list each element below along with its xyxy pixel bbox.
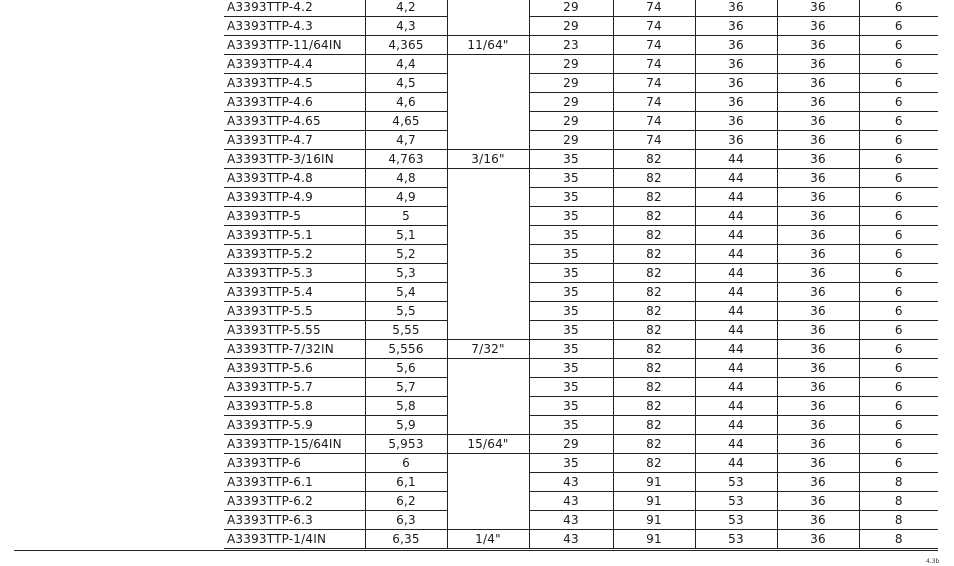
cell-diameter-inch	[447, 131, 529, 150]
cell-article-code: A3393TTP-5	[224, 207, 365, 226]
cell-diameter-inch	[447, 17, 529, 36]
table-row	[224, 302, 938, 321]
cell-diameter-inch	[447, 93, 529, 112]
cell-flute-length: 35	[529, 340, 613, 359]
cell-flute-length: 29	[529, 17, 613, 36]
cell-flute-length: 35	[529, 169, 613, 188]
cell-diameter-inch	[447, 416, 529, 435]
cell-article-code: A3393TTP-4.3	[224, 17, 365, 36]
cell-total-length: 82	[613, 378, 695, 397]
cell-diameter-inch	[447, 169, 529, 188]
table-row	[224, 454, 938, 473]
cell-article-code: A3393TTP-6.1	[224, 473, 365, 492]
cell-shank-diameter: 36	[777, 93, 859, 112]
cell-diameter-inch: 1/4"	[447, 530, 529, 549]
cell-col-8-value: 6	[859, 264, 938, 283]
cell-diameter-mm: 5,4	[365, 283, 447, 302]
table-row	[224, 188, 938, 207]
cell-col-6-value: 44	[695, 169, 777, 188]
table-row	[224, 492, 938, 511]
table-row	[224, 131, 938, 150]
cell-diameter-inch	[447, 112, 529, 131]
cell-diameter-mm: 4,5	[365, 74, 447, 93]
cell-flute-length: 35	[529, 226, 613, 245]
cell-diameter-inch: 11/64"	[447, 36, 529, 55]
cell-total-length: 74	[613, 93, 695, 112]
cell-col-8-value: 8	[859, 530, 938, 549]
table-row	[224, 283, 938, 302]
cell-diameter-mm: 5,556	[365, 340, 447, 359]
cell-diameter-inch: 3/16"	[447, 150, 529, 169]
cell-diameter-inch: 15/64"	[447, 435, 529, 454]
cell-diameter-inch	[447, 226, 529, 245]
table-row	[224, 245, 938, 264]
cell-col-8-value: 6	[859, 93, 938, 112]
cell-total-length: 74	[613, 17, 695, 36]
cell-diameter-inch	[447, 188, 529, 207]
cell-total-length: 74	[613, 112, 695, 131]
cell-col-8-value: 6	[859, 131, 938, 150]
cell-shank-diameter: 36	[777, 321, 859, 340]
cell-col-6-value: 36	[695, 74, 777, 93]
cell-diameter-mm: 5,5	[365, 302, 447, 321]
cell-article-code: A3393TTP-4.4	[224, 55, 365, 74]
table-row	[224, 359, 938, 378]
cell-col-6-value: 44	[695, 245, 777, 264]
cell-col-8-value: 6	[859, 340, 938, 359]
cell-col-6-value: 44	[695, 207, 777, 226]
cell-diameter-mm: 4,365	[365, 36, 447, 55]
cell-article-code: A3393TTP-5.55	[224, 321, 365, 340]
cell-total-length: 82	[613, 435, 695, 454]
cell-col-8-value: 8	[859, 492, 938, 511]
cell-shank-diameter: 36	[777, 112, 859, 131]
table-row	[224, 17, 938, 36]
cell-diameter-inch	[447, 245, 529, 264]
spec-table-body	[224, 0, 938, 549]
cell-col-8-value: 6	[859, 245, 938, 264]
cell-diameter-mm: 4,3	[365, 17, 447, 36]
cell-shank-diameter: 36	[777, 131, 859, 150]
table-row	[224, 150, 938, 169]
table-row	[224, 473, 938, 492]
cell-total-length: 91	[613, 511, 695, 530]
cell-flute-length: 35	[529, 378, 613, 397]
cell-article-code: A3393TTP-5.2	[224, 245, 365, 264]
cell-diameter-inch	[447, 207, 529, 226]
cell-flute-length: 43	[529, 511, 613, 530]
cell-shank-diameter: 36	[777, 36, 859, 55]
cell-col-6-value: 44	[695, 378, 777, 397]
cell-diameter-inch	[447, 511, 529, 530]
cell-diameter-mm: 5,55	[365, 321, 447, 340]
cell-flute-length: 35	[529, 397, 613, 416]
table-row	[224, 226, 938, 245]
cell-col-6-value: 36	[695, 36, 777, 55]
cell-diameter-inch	[447, 74, 529, 93]
cell-col-8-value: 6	[859, 359, 938, 378]
cell-article-code: A3393TTP-11/64IN	[224, 36, 365, 55]
cell-col-6-value: 36	[695, 0, 777, 17]
table-row	[224, 340, 938, 359]
cell-diameter-inch	[447, 473, 529, 492]
cell-article-code: A3393TTP-3/16IN	[224, 150, 365, 169]
cell-diameter-mm: 6,35	[365, 530, 447, 549]
table-baseline-divider	[14, 550, 938, 551]
cell-diameter-mm: 5,3	[365, 264, 447, 283]
table-row	[224, 264, 938, 283]
cell-shank-diameter: 36	[777, 264, 859, 283]
cell-article-code: A3393TTP-7/32IN	[224, 340, 365, 359]
cell-total-length: 74	[613, 0, 695, 17]
cell-total-length: 82	[613, 359, 695, 378]
cell-diameter-inch	[447, 283, 529, 302]
cell-article-code: A3393TTP-6	[224, 454, 365, 473]
cell-article-code: A3393TTP-15/64IN	[224, 435, 365, 454]
cell-flute-length: 35	[529, 416, 613, 435]
cell-col-8-value: 6	[859, 0, 938, 17]
cell-diameter-mm: 4,4	[365, 55, 447, 74]
cell-col-8-value: 6	[859, 416, 938, 435]
cell-article-code: A3393TTP-4.9	[224, 188, 365, 207]
cell-shank-diameter: 36	[777, 416, 859, 435]
cell-flute-length: 35	[529, 321, 613, 340]
cell-col-8-value: 6	[859, 112, 938, 131]
cell-total-length: 82	[613, 226, 695, 245]
table-row	[224, 397, 938, 416]
table-row	[224, 321, 938, 340]
table-row	[224, 169, 938, 188]
cell-shank-diameter: 36	[777, 0, 859, 17]
cell-diameter-mm: 6,2	[365, 492, 447, 511]
cell-shank-diameter: 36	[777, 302, 859, 321]
table-row	[224, 112, 938, 131]
cell-shank-diameter: 36	[777, 207, 859, 226]
cell-diameter-mm: 5,9	[365, 416, 447, 435]
cell-diameter-inch	[447, 321, 529, 340]
cell-shank-diameter: 36	[777, 188, 859, 207]
page-corner-mark: 4.3b	[926, 558, 940, 565]
cell-shank-diameter: 36	[777, 226, 859, 245]
cell-diameter-inch	[447, 378, 529, 397]
cell-article-code: A3393TTP-4.7	[224, 131, 365, 150]
cell-col-6-value: 44	[695, 435, 777, 454]
table-row	[224, 0, 938, 17]
cell-diameter-mm: 5,2	[365, 245, 447, 264]
cell-col-6-value: 53	[695, 511, 777, 530]
cell-diameter-mm: 6,3	[365, 511, 447, 530]
cell-diameter-mm: 5,6	[365, 359, 447, 378]
cell-col-8-value: 6	[859, 378, 938, 397]
cell-article-code: A3393TTP-6.2	[224, 492, 365, 511]
cell-col-6-value: 44	[695, 454, 777, 473]
cell-col-8-value: 6	[859, 17, 938, 36]
cell-diameter-mm: 5	[365, 207, 447, 226]
cell-flute-length: 29	[529, 0, 613, 17]
cell-diameter-inch	[447, 264, 529, 283]
cell-col-6-value: 44	[695, 321, 777, 340]
cell-diameter-mm: 6	[365, 454, 447, 473]
cell-total-length: 82	[613, 188, 695, 207]
cell-diameter-mm: 4,763	[365, 150, 447, 169]
cell-flute-length: 43	[529, 492, 613, 511]
cell-col-8-value: 6	[859, 74, 938, 93]
cell-flute-length: 29	[529, 93, 613, 112]
table-row	[224, 55, 938, 74]
cell-shank-diameter: 36	[777, 283, 859, 302]
cell-total-length: 74	[613, 131, 695, 150]
cell-total-length: 82	[613, 321, 695, 340]
cell-total-length: 82	[613, 283, 695, 302]
cell-flute-length: 29	[529, 131, 613, 150]
cell-flute-length: 35	[529, 283, 613, 302]
cell-total-length: 74	[613, 55, 695, 74]
cell-col-8-value: 6	[859, 435, 938, 454]
cell-shank-diameter: 36	[777, 473, 859, 492]
table-row	[224, 74, 938, 93]
cell-flute-length: 35	[529, 264, 613, 283]
cell-flute-length: 29	[529, 74, 613, 93]
cell-article-code: A3393TTP-5.7	[224, 378, 365, 397]
cell-article-code: A3393TTP-5.4	[224, 283, 365, 302]
cell-total-length: 82	[613, 340, 695, 359]
cell-col-8-value: 6	[859, 397, 938, 416]
cell-shank-diameter: 36	[777, 511, 859, 530]
cell-article-code: A3393TTP-5.3	[224, 264, 365, 283]
cell-shank-diameter: 36	[777, 397, 859, 416]
cell-shank-diameter: 36	[777, 150, 859, 169]
cell-diameter-mm: 5,1	[365, 226, 447, 245]
table-row	[224, 511, 938, 530]
cell-total-length: 82	[613, 416, 695, 435]
cell-diameter-inch	[447, 359, 529, 378]
cell-total-length: 82	[613, 397, 695, 416]
cell-diameter-mm: 5,8	[365, 397, 447, 416]
cell-col-8-value: 6	[859, 321, 938, 340]
cell-article-code: A3393TTP-4.8	[224, 169, 365, 188]
cell-total-length: 91	[613, 492, 695, 511]
cell-article-code: A3393TTP-5.1	[224, 226, 365, 245]
cell-col-8-value: 6	[859, 226, 938, 245]
cell-flute-length: 35	[529, 188, 613, 207]
cell-total-length: 82	[613, 150, 695, 169]
table-row	[224, 530, 938, 549]
cell-total-length: 82	[613, 264, 695, 283]
cell-diameter-inch	[447, 492, 529, 511]
cell-col-6-value: 44	[695, 150, 777, 169]
cell-shank-diameter: 36	[777, 530, 859, 549]
cell-flute-length: 35	[529, 150, 613, 169]
cell-col-6-value: 36	[695, 93, 777, 112]
cell-shank-diameter: 36	[777, 74, 859, 93]
cell-col-6-value: 44	[695, 264, 777, 283]
cell-diameter-mm: 4,6	[365, 93, 447, 112]
cell-col-6-value: 44	[695, 283, 777, 302]
table-row	[224, 93, 938, 112]
cell-total-length: 91	[613, 530, 695, 549]
cell-flute-length: 35	[529, 302, 613, 321]
cell-total-length: 91	[613, 473, 695, 492]
cell-flute-length: 35	[529, 359, 613, 378]
cell-shank-diameter: 36	[777, 435, 859, 454]
table-row	[224, 378, 938, 397]
cell-shank-diameter: 36	[777, 17, 859, 36]
cell-flute-length: 29	[529, 435, 613, 454]
cell-total-length: 82	[613, 207, 695, 226]
cell-total-length: 82	[613, 302, 695, 321]
cell-col-6-value: 36	[695, 55, 777, 74]
cell-diameter-inch	[447, 302, 529, 321]
cell-shank-diameter: 36	[777, 492, 859, 511]
cell-col-6-value: 44	[695, 226, 777, 245]
cell-diameter-mm: 4,7	[365, 131, 447, 150]
cell-shank-diameter: 36	[777, 55, 859, 74]
cell-shank-diameter: 36	[777, 245, 859, 264]
cell-shank-diameter: 36	[777, 454, 859, 473]
cell-col-8-value: 6	[859, 55, 938, 74]
cell-article-code: A3393TTP-4.65	[224, 112, 365, 131]
cell-diameter-inch	[447, 55, 529, 74]
cell-col-8-value: 6	[859, 188, 938, 207]
cell-article-code: A3393TTP-4.6	[224, 93, 365, 112]
cell-article-code: A3393TTP-5.9	[224, 416, 365, 435]
cell-article-code: A3393TTP-4.5	[224, 74, 365, 93]
cell-col-8-value: 6	[859, 207, 938, 226]
cell-col-6-value: 36	[695, 112, 777, 131]
cell-flute-length: 35	[529, 245, 613, 264]
cell-shank-diameter: 36	[777, 359, 859, 378]
table-row	[224, 435, 938, 454]
cell-col-6-value: 53	[695, 473, 777, 492]
table-row	[224, 416, 938, 435]
cell-col-6-value: 44	[695, 188, 777, 207]
cell-shank-diameter: 36	[777, 378, 859, 397]
cell-diameter-mm: 4,2	[365, 0, 447, 17]
cell-col-8-value: 8	[859, 473, 938, 492]
cell-col-8-value: 6	[859, 283, 938, 302]
cell-flute-length: 29	[529, 55, 613, 74]
cell-col-8-value: 6	[859, 150, 938, 169]
cell-col-6-value: 44	[695, 397, 777, 416]
cell-diameter-inch	[447, 397, 529, 416]
table-row	[224, 36, 938, 55]
cell-flute-length: 43	[529, 530, 613, 549]
cell-article-code: A3393TTP-6.3	[224, 511, 365, 530]
cell-diameter-inch	[447, 454, 529, 473]
cell-col-8-value: 6	[859, 36, 938, 55]
cell-diameter-mm: 5,953	[365, 435, 447, 454]
cell-flute-length: 35	[529, 207, 613, 226]
product-spec-table	[224, 0, 938, 549]
cell-col-6-value: 44	[695, 359, 777, 378]
cell-diameter-mm: 4,9	[365, 188, 447, 207]
cell-shank-diameter: 36	[777, 169, 859, 188]
cell-total-length: 74	[613, 36, 695, 55]
cell-diameter-inch: 7/32"	[447, 340, 529, 359]
cell-col-6-value: 44	[695, 302, 777, 321]
cell-col-6-value: 36	[695, 131, 777, 150]
cell-shank-diameter: 36	[777, 340, 859, 359]
cell-diameter-mm: 4,8	[365, 169, 447, 188]
cell-article-code: A3393TTP-4.2	[224, 0, 365, 17]
cell-col-8-value: 6	[859, 302, 938, 321]
cell-col-6-value: 44	[695, 340, 777, 359]
cell-col-8-value: 6	[859, 454, 938, 473]
cell-total-length: 82	[613, 454, 695, 473]
cell-flute-length: 43	[529, 473, 613, 492]
cell-diameter-mm: 5,7	[365, 378, 447, 397]
cell-total-length: 82	[613, 169, 695, 188]
cell-col-6-value: 44	[695, 416, 777, 435]
cell-col-6-value: 53	[695, 530, 777, 549]
cell-diameter-mm: 4,65	[365, 112, 447, 131]
cell-total-length: 82	[613, 245, 695, 264]
cell-flute-length: 35	[529, 454, 613, 473]
cell-flute-length: 23	[529, 36, 613, 55]
cell-diameter-mm: 6,1	[365, 473, 447, 492]
cell-total-length: 74	[613, 74, 695, 93]
cell-article-code: A3393TTP-5.6	[224, 359, 365, 378]
cell-article-code: A3393TTP-1/4IN	[224, 530, 365, 549]
cell-article-code: A3393TTP-5.5	[224, 302, 365, 321]
cell-col-6-value: 53	[695, 492, 777, 511]
cell-col-8-value: 6	[859, 169, 938, 188]
cell-col-6-value: 36	[695, 17, 777, 36]
cell-article-code: A3393TTP-5.8	[224, 397, 365, 416]
cell-col-8-value: 8	[859, 511, 938, 530]
table-row	[224, 207, 938, 226]
cell-diameter-inch	[447, 0, 529, 17]
cell-flute-length: 29	[529, 112, 613, 131]
